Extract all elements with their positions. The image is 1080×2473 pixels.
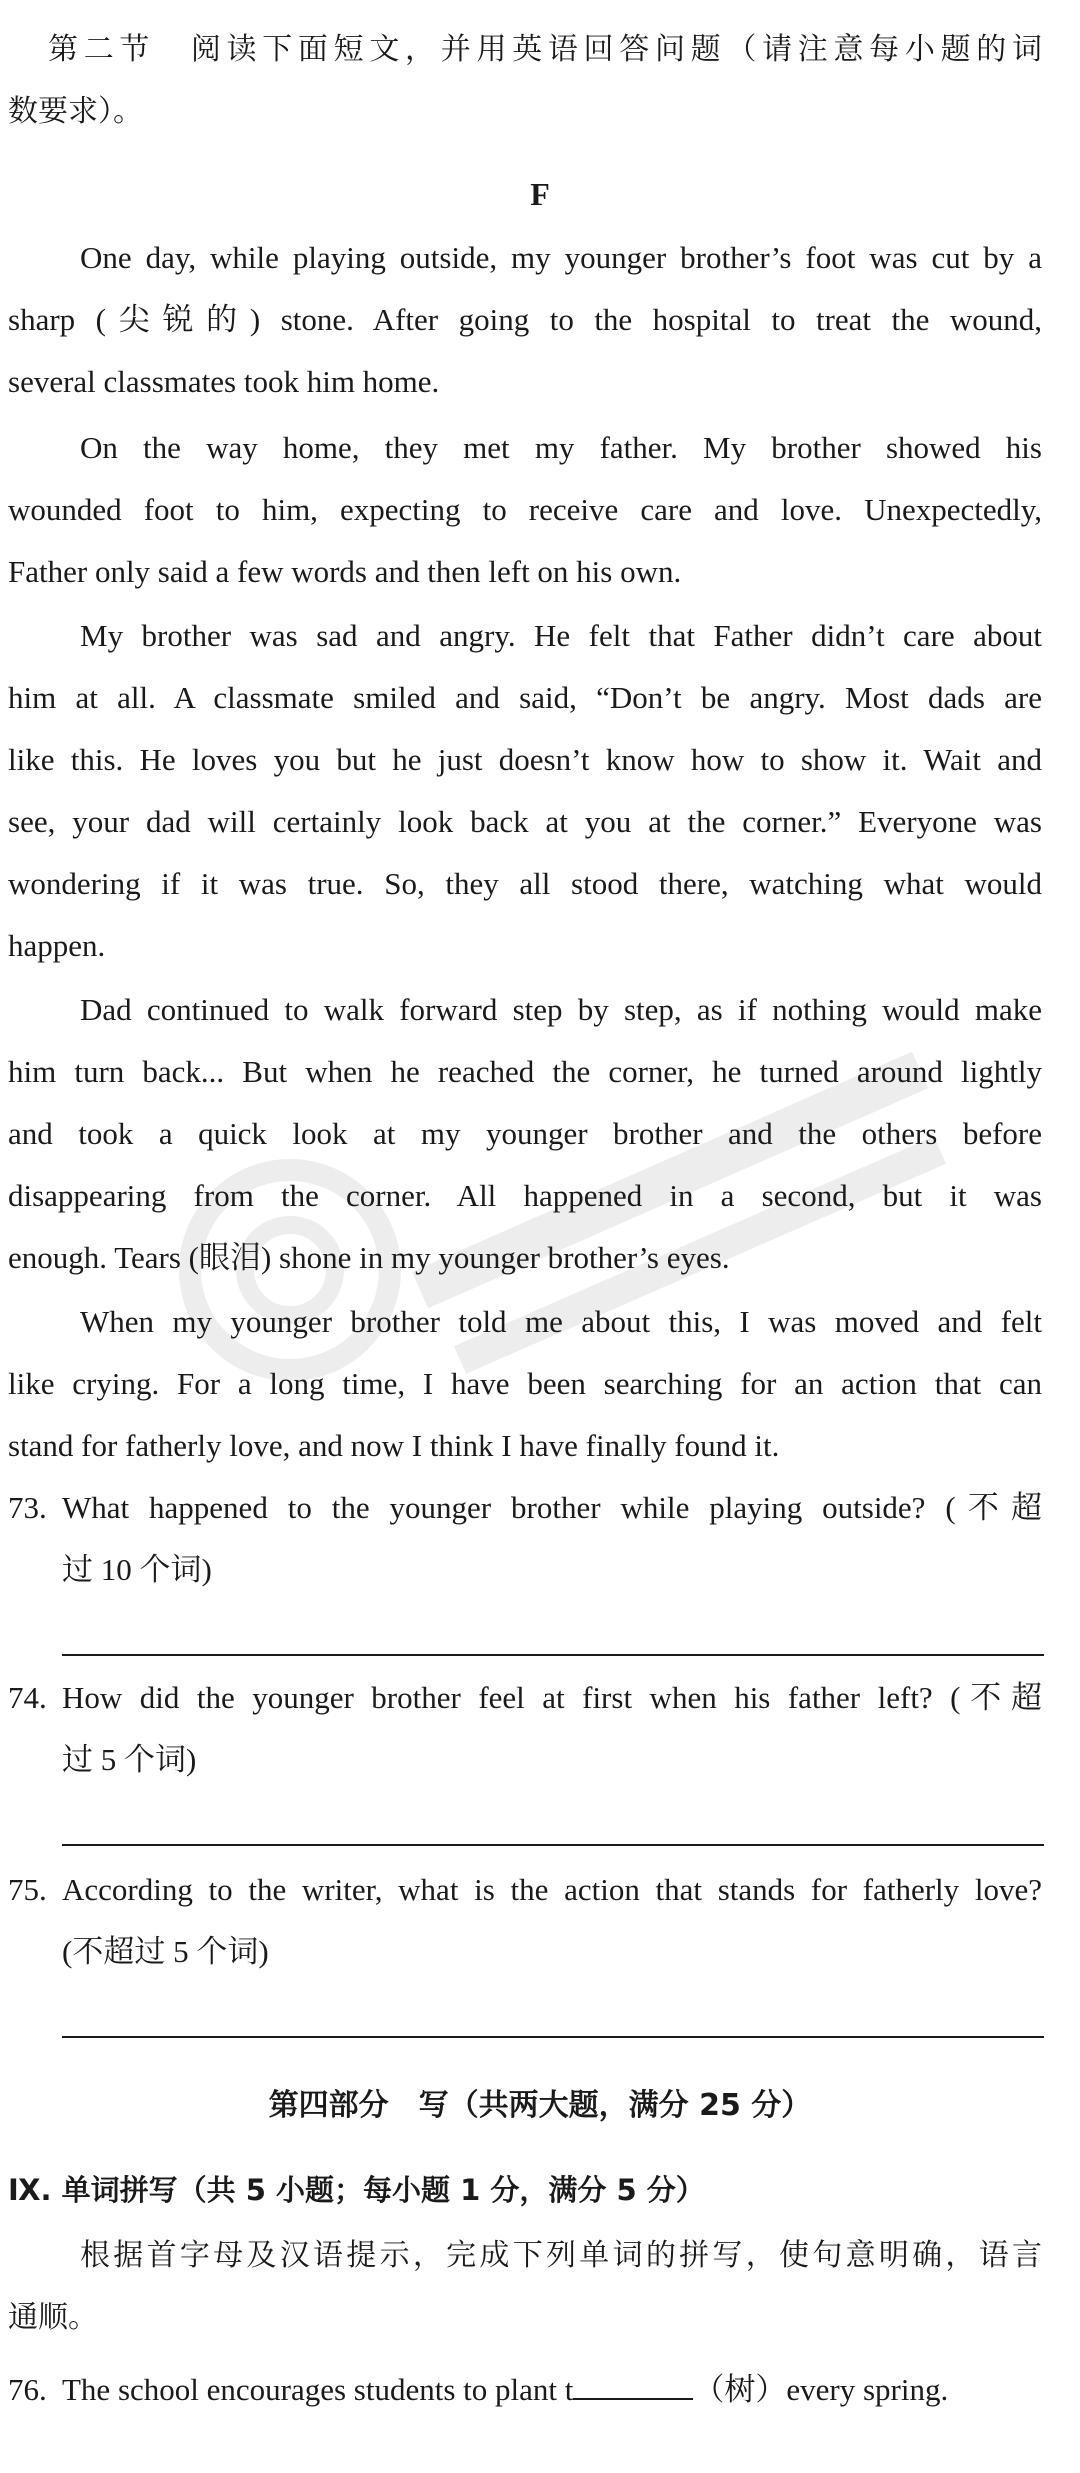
question-74-number: 74.	[8, 1680, 47, 1715]
question-75-text: According to the writer, what is the action that stands for fatherly love?	[62, 1872, 1042, 1907]
question-76-text	[62, 2370, 948, 2410]
part4-title: 第四部分 写（共两大题，满分 25 分）	[268, 2088, 812, 2123]
passage-line: like this. He loves you but he just doesn’t know how to show it. Wait and	[8, 742, 1042, 777]
passage-line: wounded foot to him, expecting to receive care and love. Unexpectedly,	[8, 492, 1042, 527]
passage-line: stand for fatherly love, and now I think I have finally found it.	[8, 1428, 780, 1463]
passage-line: several classmates took him home.	[8, 364, 440, 399]
passage-line: Dad continued to walk forward step by step, as if nothing would make	[80, 992, 1042, 1027]
section9-instructions-line2: 通顺。	[8, 2300, 98, 2335]
question-76-after-blank: （树）every spring.	[693, 2372, 949, 2407]
question-73-word-limit: 过 10 个词)	[62, 1552, 212, 1587]
question-75-number: 75.	[8, 1872, 47, 1907]
passage-line: like crying. For a long time, I have been searching for an action that can	[8, 1366, 1042, 1401]
question-76-number: 76.	[8, 2372, 47, 2407]
question-73-number: 73.	[8, 1490, 47, 1525]
answer-line-75[interactable]	[62, 2036, 1044, 2038]
section2-heading-line1: 第二节 阅读下面短文，并用英语回答问题（请注意每小题的词	[48, 32, 1042, 67]
passage-line: him turn back... But when he reached the corner, he turned around lightly	[8, 1054, 1042, 1089]
answer-line-73[interactable]	[62, 1654, 1044, 1656]
passage-line: wondering if it was true. So, they all stood there, watching what would	[8, 866, 1042, 901]
question-74-word-limit: 过 5 个词)	[62, 1742, 197, 1777]
question-76-blank[interactable]	[573, 2372, 693, 2400]
passage-line: One day, while playing outside, my younger brother’s foot was cut by a	[80, 240, 1042, 275]
section9-title: Ⅸ. 单词拼写（共 5 小题；每小题 1 分，满分 5 分）	[8, 2173, 705, 2207]
passage-line: On the way home, they met my father. My brother showed his	[80, 430, 1042, 465]
section2-heading-line2: 数要求）。	[8, 94, 143, 129]
passage-line: sharp (尖锐的) stone. After going to the hospital to treat the wound,	[8, 302, 1042, 337]
passage-line: Father only said a few words and then left on his own.	[8, 554, 682, 589]
passage-line: see, your dad will certainly look back at you at the corner.” Everyone was	[8, 804, 1042, 839]
question-73-text: What happened to the younger brother while playing outside? (不超	[62, 1490, 1042, 1525]
answer-line-74[interactable]	[62, 1844, 1044, 1846]
question-74-text: How did the younger brother feel at first when his father left? (不超	[62, 1680, 1042, 1715]
question-76-before-blank: The school encourages students to plant t	[62, 2372, 574, 2407]
passage-line: My brother was sad and angry. He felt that Father didn’t care about	[80, 618, 1042, 653]
section9-instructions-line1: 根据首字母及汉语提示，完成下列单词的拼写，使句意明确，语言	[80, 2238, 1042, 2273]
passage-line: him at all. A classmate smiled and said, “Don’t be angry. Most dads are	[8, 680, 1042, 715]
passage-line: and took a quick look at my younger brother and the others before	[8, 1116, 1042, 1151]
passage-letter: F	[530, 176, 550, 212]
passage-line: happen.	[8, 928, 106, 963]
question-75-word-limit: (不超过 5 个词)	[62, 1934, 269, 1969]
passage-line: disappearing from the corner. All happened in a second, but it was	[8, 1178, 1042, 1213]
passage-line: When my younger brother told me about this, I was moved and felt	[80, 1304, 1042, 1339]
passage-line: enough. Tears (眼泪) shone in my younger brother’s eyes.	[8, 1240, 730, 1275]
